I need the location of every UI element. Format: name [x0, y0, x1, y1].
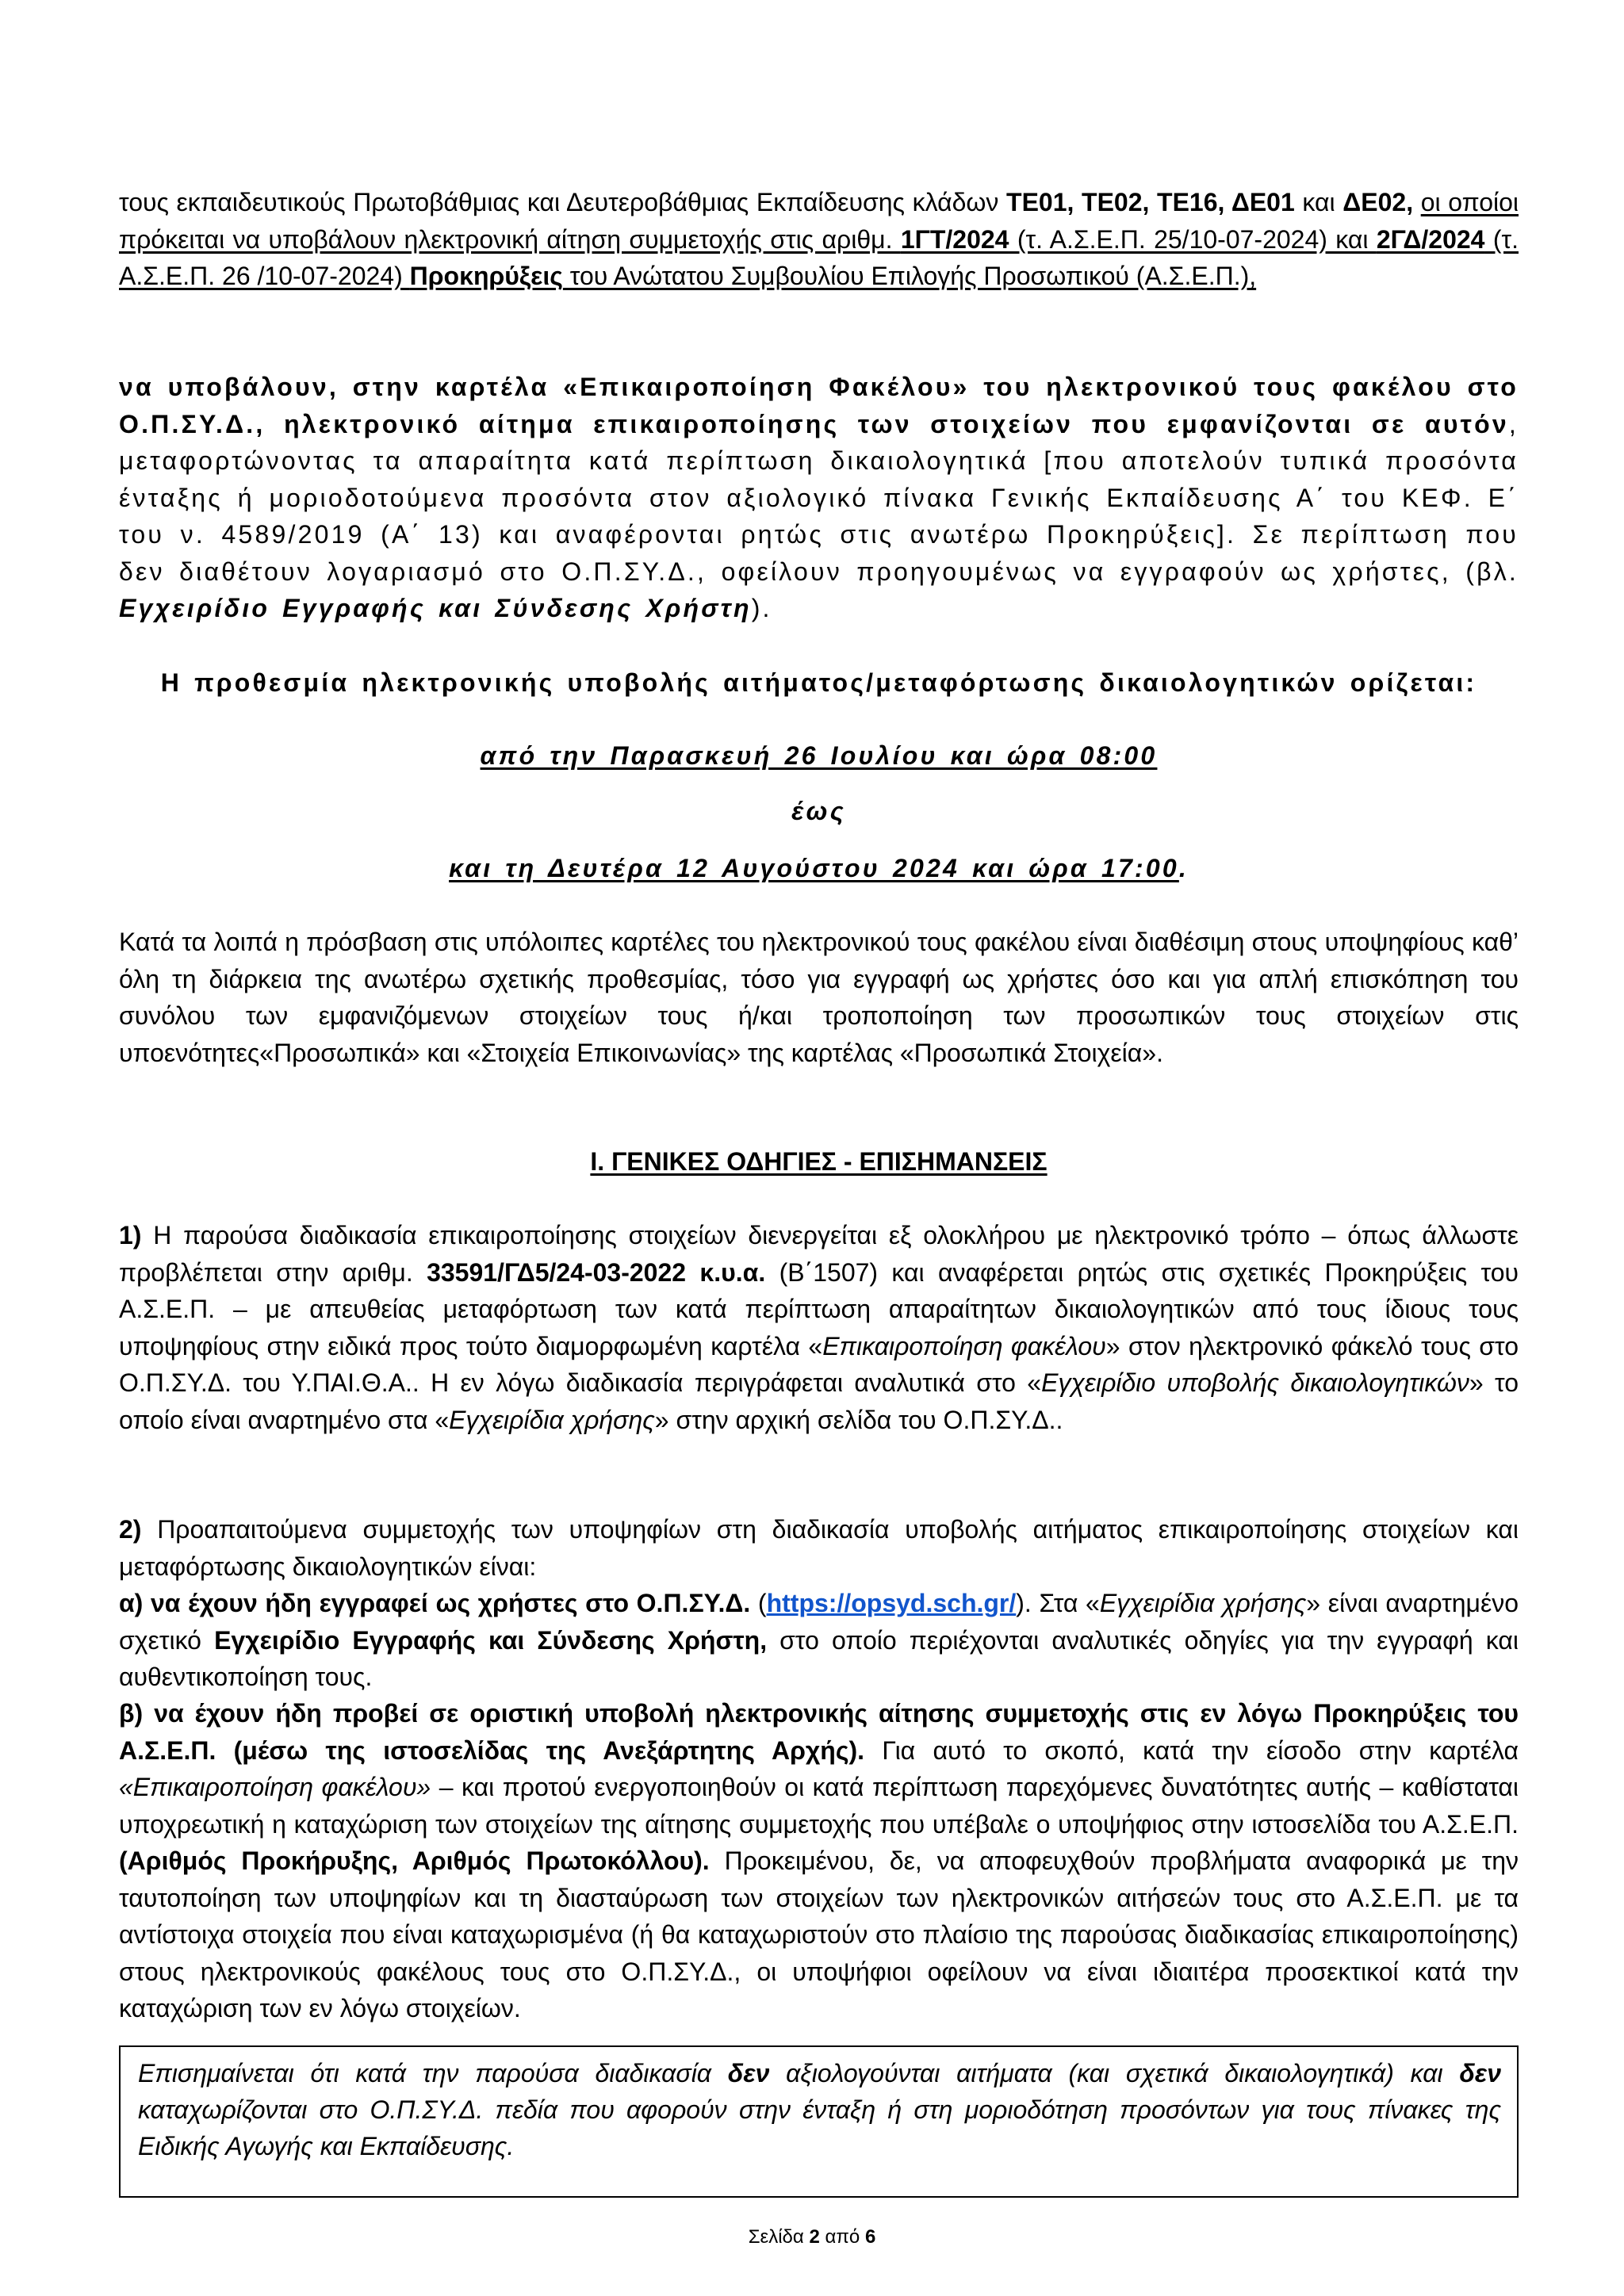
proclamation-protocol-numbers: (Αριθμός Προκήρυξης, Αριθμός Πρωτοκόλλου).	[119, 1846, 710, 1875]
item-1-paragraph	[119, 1217, 1519, 1438]
item-2a-text: ). Στα «	[1016, 1589, 1100, 1617]
item-1-text: Η παρούσα διαδικασία επικαιροποίησης στοιχείων διενεργείται εξ ολοκλήρου με ηλεκτρονικό τρόπο – όπως άλλωστε προβλέπεται στην αριθμ.	[119, 1221, 1519, 1287]
deadline-heading-text: Η προθεσμία ηλεκτρονικής υποβολής αιτήματος/μεταφόρτωσης δικαιολογητικών ορίζεται:	[160, 668, 1477, 697]
deadline-heading	[119, 664, 1519, 702]
registration-manual-ref: Εγχειρίδιο Εγγραφής και Σύνδεσης Χρήστη	[119, 594, 752, 622]
kya-reference: 33591/ΓΔ5/24-03-2022 κ.υ.α.	[427, 1257, 766, 1287]
item-1-text: » το οποίο είναι αναρτημένο στα «	[119, 1368, 1519, 1434]
item-2b-text: Προκειμένου, δε, να αποφευχθούν προβλήματα αναφορικά με την ταυτοποίηση των υποψηφίων και τη διασταύρωση των στοιχείων των ηλεκτρονικών αιτήσεών τους στο Α.Σ.Ε.Π. με τα αντίστοιχα στοιχεία που είναι καταχωρισμένα (ή θα καταχωριστούν στο πλαίσιο της παρούσας διαδικασίας επικαιροποίησης) στους ηλεκτρονικούς φακέλους τους στο Ο.Π.ΣΥ.Δ., οι υποψήφιοι οφείλουν να είναι ιδιαιτέρα προσεκτικοί κατά την καταχώριση των εν λόγω στοιχείων.	[119, 1846, 1519, 2022]
opsyd-link[interactable]: https://opsyd.sch.gr/	[766, 1589, 1017, 1617]
intro-text: του Ανώτατου Συμβουλίου Επιλογής Προσωπικού (Α.Σ.Ε.Π.),	[562, 262, 1257, 290]
item-2a-heading: α) να έχουν ήδη εγγραφεί ως χρήστες στο Ο.Π.ΣΥ.Δ.	[119, 1589, 751, 1617]
item-2a-text: (	[750, 1589, 767, 1617]
user-manuals-ref: Εγχειρίδια χρήσης	[449, 1405, 655, 1434]
note-part: αξιολογούνται αιτήματα (και σχετικά δικαιολογητικά) και	[769, 2059, 1460, 2087]
update-folder-tab-ref: Επικαιροποίηση φακέλου	[822, 1331, 1106, 1360]
proclamations-word: Προκηρύξεις	[409, 262, 563, 290]
submit-text: , μεταφορτώνοντας τα απαραίτητα κατά περίπτωση δικαιολογητικά [που αποτελούν τυπικά προσόντα ένταξης ή μοριοδοτούμενα προσόντα στον αξιολογικό πίνακα Γενικής Εκπαίδευσης Α΄ του ΚΕΦ. Ε΄ του ν. 4589/2019 (Α΄ 13) και αναφέρονται ρητώς στις ανωτέρω Προκηρύξεις]. Σε περίπτωση που δεν διαθέτουν λογαριασμό στο Ο.Π.ΣΥ.Δ., οφείλουν προηγουμένως να εγγραφούν ως χρήστες, (βλ.	[119, 409, 1519, 586]
deadline-start: από την Παρασκευή 26 Ιουλίου και ώρα 08:00	[480, 741, 1158, 770]
note-emphasis: δεν	[1459, 2059, 1502, 2087]
branch-code-de02: ΔΕ02,	[1342, 188, 1414, 216]
page-footer	[0, 2226, 1624, 2248]
item-2-intro-text: Προαπαιτούμενα συμμετοχής των υποψηφίων στη διαδικασία υποβολής αιτήματος επικαιροποίησης στοιχείων και μεταφόρτωσης δικαιολογητικών είναι:	[119, 1515, 1519, 1581]
footer-label: Σελίδα	[748, 2226, 810, 2248]
registration-manual-ref: Εγχειρίδιο Εγγραφής και Σύνδεσης Χρήστη,	[214, 1625, 768, 1655]
deadline-end: και τη Δευτέρα 12 Αυγούστου 2024 και ώρα 17:00	[449, 854, 1179, 882]
current-page-number: 2	[809, 2226, 820, 2248]
intro-text: (τ. Α.Σ.Ε.Π. 26 /10-07-2024)	[119, 224, 1519, 290]
intro-text: οι οποίοι πρόκειται να υποβάλουν ηλεκτρονική αίτηση συμμετοχής στις αριθμ.	[119, 188, 1519, 254]
deadline-from	[119, 737, 1519, 775]
intro-text: (τ. Α.Σ.Ε.Π. 25/10-07-2024) και	[1009, 224, 1377, 254]
item-2b-heading: β) να έχουν ήδη προβεί σε οριστική υποβολή ηλεκτρονικής αίτησης συμμετοχής στις εν λόγω Προκηρύξεις του Α.Σ.Ε.Π. (μέσω της ιστοσελίδας της Ανεξάρτητης Αρχής).	[119, 1699, 1519, 1765]
deadline-until	[119, 793, 1519, 830]
update-folder-tab-ref: «Επικαιροποίηση φακέλου»	[119, 1773, 431, 1801]
documents-manual-ref: Εγχειρίδιο υποβολής δικαιολογητικών	[1041, 1368, 1469, 1397]
submit-end: ).	[751, 594, 772, 622]
note-emphasis: δεν	[727, 2059, 770, 2087]
item-2b-text: – και προτού ενεργοποιηθούν οι κατά περίπτωση παρεχόμενες δυνατότητες αυτής – καθίσταται υποχρεωτική η καταχώριση των στοιχείων της αίτησης συμμετοχής που υπέβαλε ο υποψήφιος στην ιστοσελίδα του Α.Σ.Ε.Π.	[119, 1773, 1519, 1839]
section-title-text: Ι. ΓΕΝΙΚΕΣ ΟΔΗΓΙΕΣ - ΕΠΙΣΗΜΑΝΣΕΙΣ	[590, 1147, 1048, 1176]
deadline-end-period: .	[1178, 854, 1189, 882]
item-2-intro	[119, 1511, 1519, 1585]
note-text	[138, 2055, 1501, 2164]
item-2b	[119, 1695, 1519, 2027]
intro-text: τους εκπαιδευτικούς Πρωτοβάθμιας και Δευτεροβάθμιας Εκπαίδευσης κλάδων	[119, 188, 1007, 216]
footer-label: από	[819, 2226, 865, 2248]
proclamation-1gt: 1ΓΤ/2024	[900, 224, 1009, 254]
proclamation-2gd: 2ΓΔ/2024	[1376, 224, 1485, 254]
item-1-text: (Β΄1507) και αναφέρεται ρητώς στις σχετικές Προκηρύξεις του Α.Σ.Ε.Π. – με απευθείας μεταφόρτωση των κατά περίπτωση απαραίτητων δικαιολογητικών από τους ίδιους τους υποψηφίους στην ειδικά προς τούτο διαμορφωμένη καρτέλα «	[119, 1257, 1519, 1360]
access-paragraph: Κατά τα λοιπά η πρόσβαση στις υπόλοιπες καρτέλες του ηλεκτρονικού τους φακέλου είναι διαθέσιμη στους υποψηφίους καθ’ όλη τη διάρκεια της ανωτέρω σχετικής προθεσμίας, τόσο για εγγραφή ως χρήστες όσο και για απλή επισκόπηση του συνόλου των εμφανιζόμενων στοιχείων τους ή/και τροποποίηση των προσωπικών τους στοιχείων στις υποενότητες«Προσωπικά» και «Στοιχεία Επικοινωνίας» της καρτέλας «Προσωπικά Στοιχεία».	[119, 928, 1519, 1067]
item-2a-text: στο οποίο περιέχονται αναλυτικές οδηγίες για την εγγραφή και αυθεντικοποίηση τους.	[119, 1625, 1519, 1691]
item-2b-text: Για αυτό το σκοπό, κατά την είσοδο στην καρτέλα	[864, 1735, 1519, 1765]
submit-paragraph	[119, 369, 1519, 627]
note-part: Επισημαίνεται ότι κατά την παρούσα διαδικασία	[138, 2059, 728, 2087]
item-2a-text: » είναι αναρτημένο σχετικό	[119, 1589, 1519, 1655]
intro-paragraph	[119, 184, 1519, 295]
user-manuals-ref: Εγχειρίδια χρήσης	[1099, 1589, 1307, 1617]
item-1-text: » στον ηλεκτρονικό φάκελό τους στο Ο.Π.ΣΥ.Δ. του Υ.ΠΑΙ.Θ.Α.. Η εν λόγω διαδικασία περιγράφεται αναλυτικά στο «	[119, 1331, 1519, 1397]
deadline-until-word: έως	[791, 797, 846, 825]
note-part: καταχωρίζονται στο Ο.Π.ΣΥ.Δ. πεδία που αφορούν στην ένταξη ή στη μοριοδότηση προσόντων για τους πίνακες της Ειδικής Αγωγής και Εκπαίδευσης.	[138, 2095, 1501, 2160]
total-pages: 6	[864, 2226, 876, 2248]
item-1-number: 1)	[119, 1221, 142, 1249]
note-box	[119, 2045, 1519, 2198]
branch-codes: ΤΕ01, ΤΕ02, ΤΕ16, ΔΕ01	[1006, 188, 1295, 216]
intro-text: και	[1294, 188, 1343, 216]
submit-instruction: να υποβάλουν, στην καρτέλα «Επικαιροποίηση Φακέλου» του ηλεκτρονικού τους φακέλου στο Ο.Π.ΣΥ.Δ., ηλεκτρονικό αίτημα επικαιροποίησης των στοιχείων που εμφανίζονται σε αυτόν	[119, 373, 1519, 438]
item-1-text: » στην αρχική σελίδα του Ο.Π.ΣΥ.Δ..	[654, 1405, 1063, 1434]
section-title	[119, 1143, 1519, 1181]
item-2a	[119, 1585, 1519, 1696]
deadline-to	[119, 850, 1519, 887]
item-2-number: 2)	[119, 1515, 142, 1544]
